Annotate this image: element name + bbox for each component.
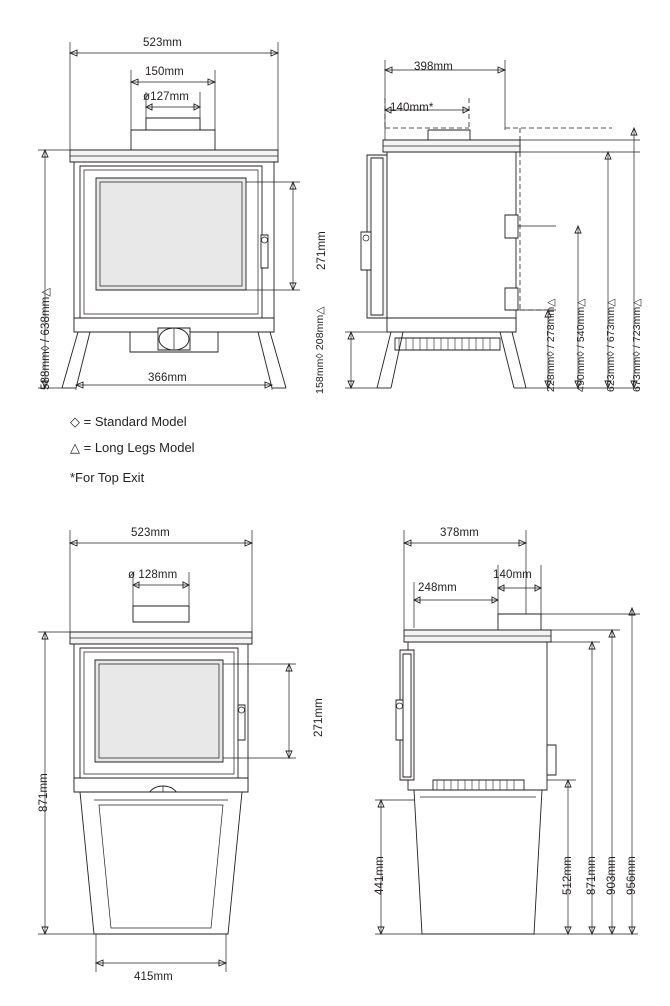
dim-bl-door-glass-height: 271mm bbox=[313, 698, 325, 737]
dim-br-body-depth: 248mm bbox=[418, 582, 457, 594]
dim-br-base-height: 441mm bbox=[374, 856, 386, 895]
dim-br-top-exit-depth: 140mm bbox=[493, 569, 532, 581]
dim-tl-flue-diameter: ø127mm bbox=[143, 91, 189, 103]
legend-long-legs-symbol: △ bbox=[70, 440, 80, 455]
dim-tl-flue-plate-width: 150mm bbox=[145, 66, 184, 78]
dim-br-mid-height: 512mm bbox=[562, 856, 574, 895]
dim-tr-leg-height: 158mm◊ 208mm△ bbox=[314, 306, 326, 394]
dim-tr-total-height: 673mm◊ / 723mm△ bbox=[631, 298, 643, 392]
legend-standard-model bbox=[70, 414, 187, 430]
dim-tr-depth-overall: 398mm bbox=[414, 61, 453, 73]
dim-br-total-height: 956mm bbox=[626, 856, 638, 895]
legend-standard-text: = Standard Model bbox=[83, 414, 187, 429]
dim-tr-rear-exit-height: 228mm◊ / 278mm△ bbox=[545, 298, 557, 392]
legend-long-legs-model bbox=[70, 440, 195, 456]
dim-tr-top-exit-depth: 140mm* bbox=[390, 102, 434, 114]
dim-tr-rear-exit-top: 490mm◊ / 540mm△ bbox=[575, 298, 587, 392]
dim-br-depth-overall: 378mm bbox=[440, 527, 479, 539]
dim-tl-leg-spacing: 366mm bbox=[148, 372, 187, 384]
dim-tl-width-overall: 523mm bbox=[143, 37, 182, 49]
dim-tl-door-glass-height: 271mm bbox=[316, 231, 328, 270]
view-bottom-right bbox=[375, 530, 640, 934]
dim-br-body-height: 871mm bbox=[586, 856, 598, 895]
dim-bl-flue-diameter: ø 128mm bbox=[128, 569, 178, 581]
dim-tr-body-height: 623mm◊ / 673mm△ bbox=[605, 298, 617, 392]
dim-bl-width-overall: 523mm bbox=[131, 527, 170, 539]
view-bottom-left bbox=[38, 530, 296, 972]
dim-tl-height-overall: 588mm◊ / 638mm△ bbox=[40, 287, 52, 390]
legend-standard-symbol: ◇ bbox=[70, 414, 80, 429]
dim-bl-base-width: 415mm bbox=[134, 971, 173, 983]
dim-bl-height-overall: 871mm bbox=[38, 773, 50, 812]
dim-br-flue-collar-height: 903mm bbox=[606, 856, 618, 895]
legend-top-exit-note: *For Top Exit bbox=[70, 470, 145, 485]
legend-long-legs-text: = Long Legs Model bbox=[83, 440, 195, 455]
